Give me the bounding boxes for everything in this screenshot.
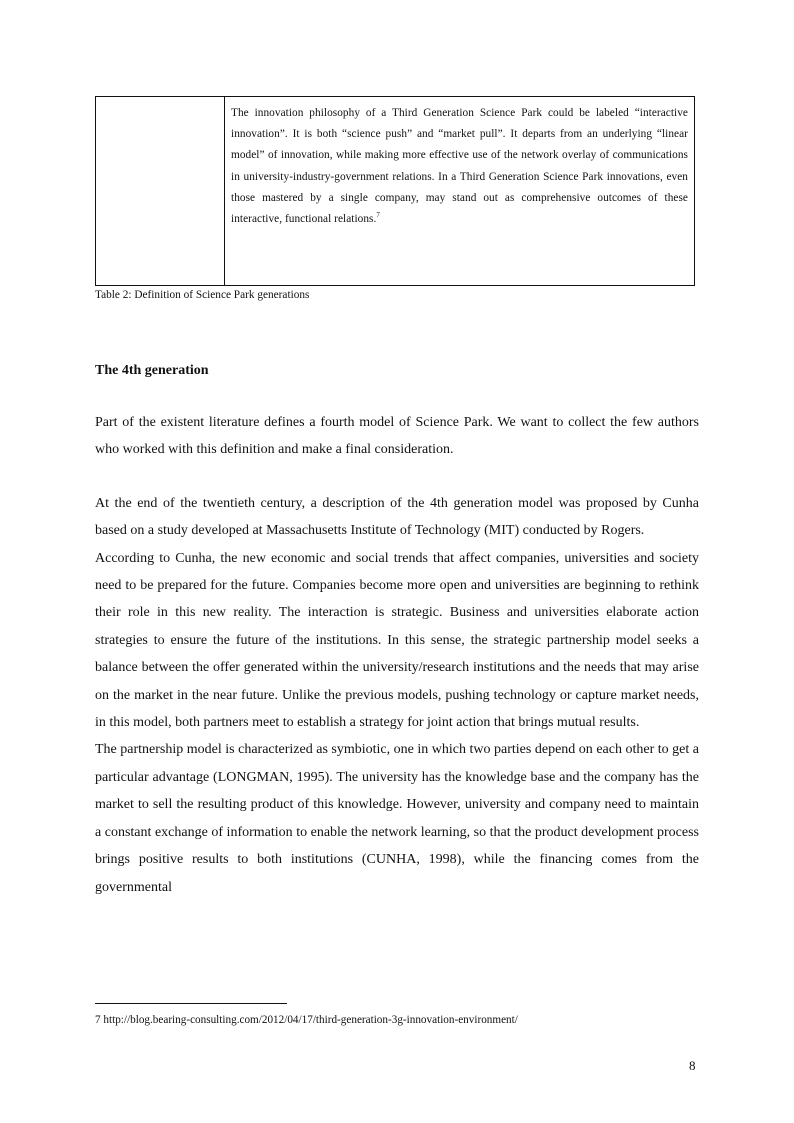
table-cell-generation-label	[96, 97, 225, 286]
paragraph: Part of the existent literature defines a fourth model of Science Park. We want to collect the few authors who worked with this definition and make a final consideration.	[95, 415, 699, 458]
table-cell-definition	[225, 97, 695, 286]
footnote-reference[interactable]: 7	[376, 211, 380, 220]
footnote: 7 http://blog.bearing-consulting.com/2012/04/17/third-generation-3g-innovation-environment/	[95, 1014, 518, 1026]
page-number: 8	[689, 1058, 696, 1073]
paragraph: According to Cunha, the new economic and social trends that affect companies, universities and society need to be prepared for the future. Companies become more open and universities are beginning to rethink their role in this new reality. The interaction is strategic. Business and universities elaborate action strategies to ensure the future of the institutions. In this sense, the strategic partnership model seeks a balance between the offer generated within the university/research institutions and the needs that may arise on the market in the near future. Unlike the previous models, pushing technology or capture market needs, in this model, both partners meet to establish a strategy for joint action that brings mutual results.	[95, 550, 699, 731]
science-park-generations-table	[95, 96, 695, 286]
third-generation-definition	[225, 97, 694, 230]
table-row	[96, 97, 695, 286]
section-heading: The 4th generation	[95, 363, 209, 378]
table-caption: Table 2: Definition of Science Park generations	[95, 289, 310, 301]
paragraph: The partnership model is characterized as symbiotic, one in which two parties depend on each other to get a particular advantage (LONGMAN, 1995). The university has the knowledge base and the company has the market to sell the resulting product of this knowledge. However, university and company need to maintain a constant exchange of information to enable the network learning, so that the product development process brings positive results to both institutions (CUNHA, 1998), while the financing comes from the governmental	[95, 742, 699, 895]
paragraph: At the end of the twentieth century, a description of the 4th generation model was proposed by Cunha based on a study developed at Massachusetts Institute of Technology (MIT) conducted by Rogers.	[95, 495, 699, 539]
footnote-divider	[95, 1003, 287, 1004]
definition-text: The innovation philosophy of a Third Generation Science Park could be labeled “interactive innovation”. It is both “science push” and “market pull”. It departs from an underlying “linear model” of innovation, while making more effective use of the network overlay of communications in university-industry-government relations. In a Third Generation Science Park innovations, even those mastered by a single company, may stand out as comprehensive outcomes of these interactive, functional relations.	[231, 107, 688, 226]
section-body	[95, 409, 699, 901]
